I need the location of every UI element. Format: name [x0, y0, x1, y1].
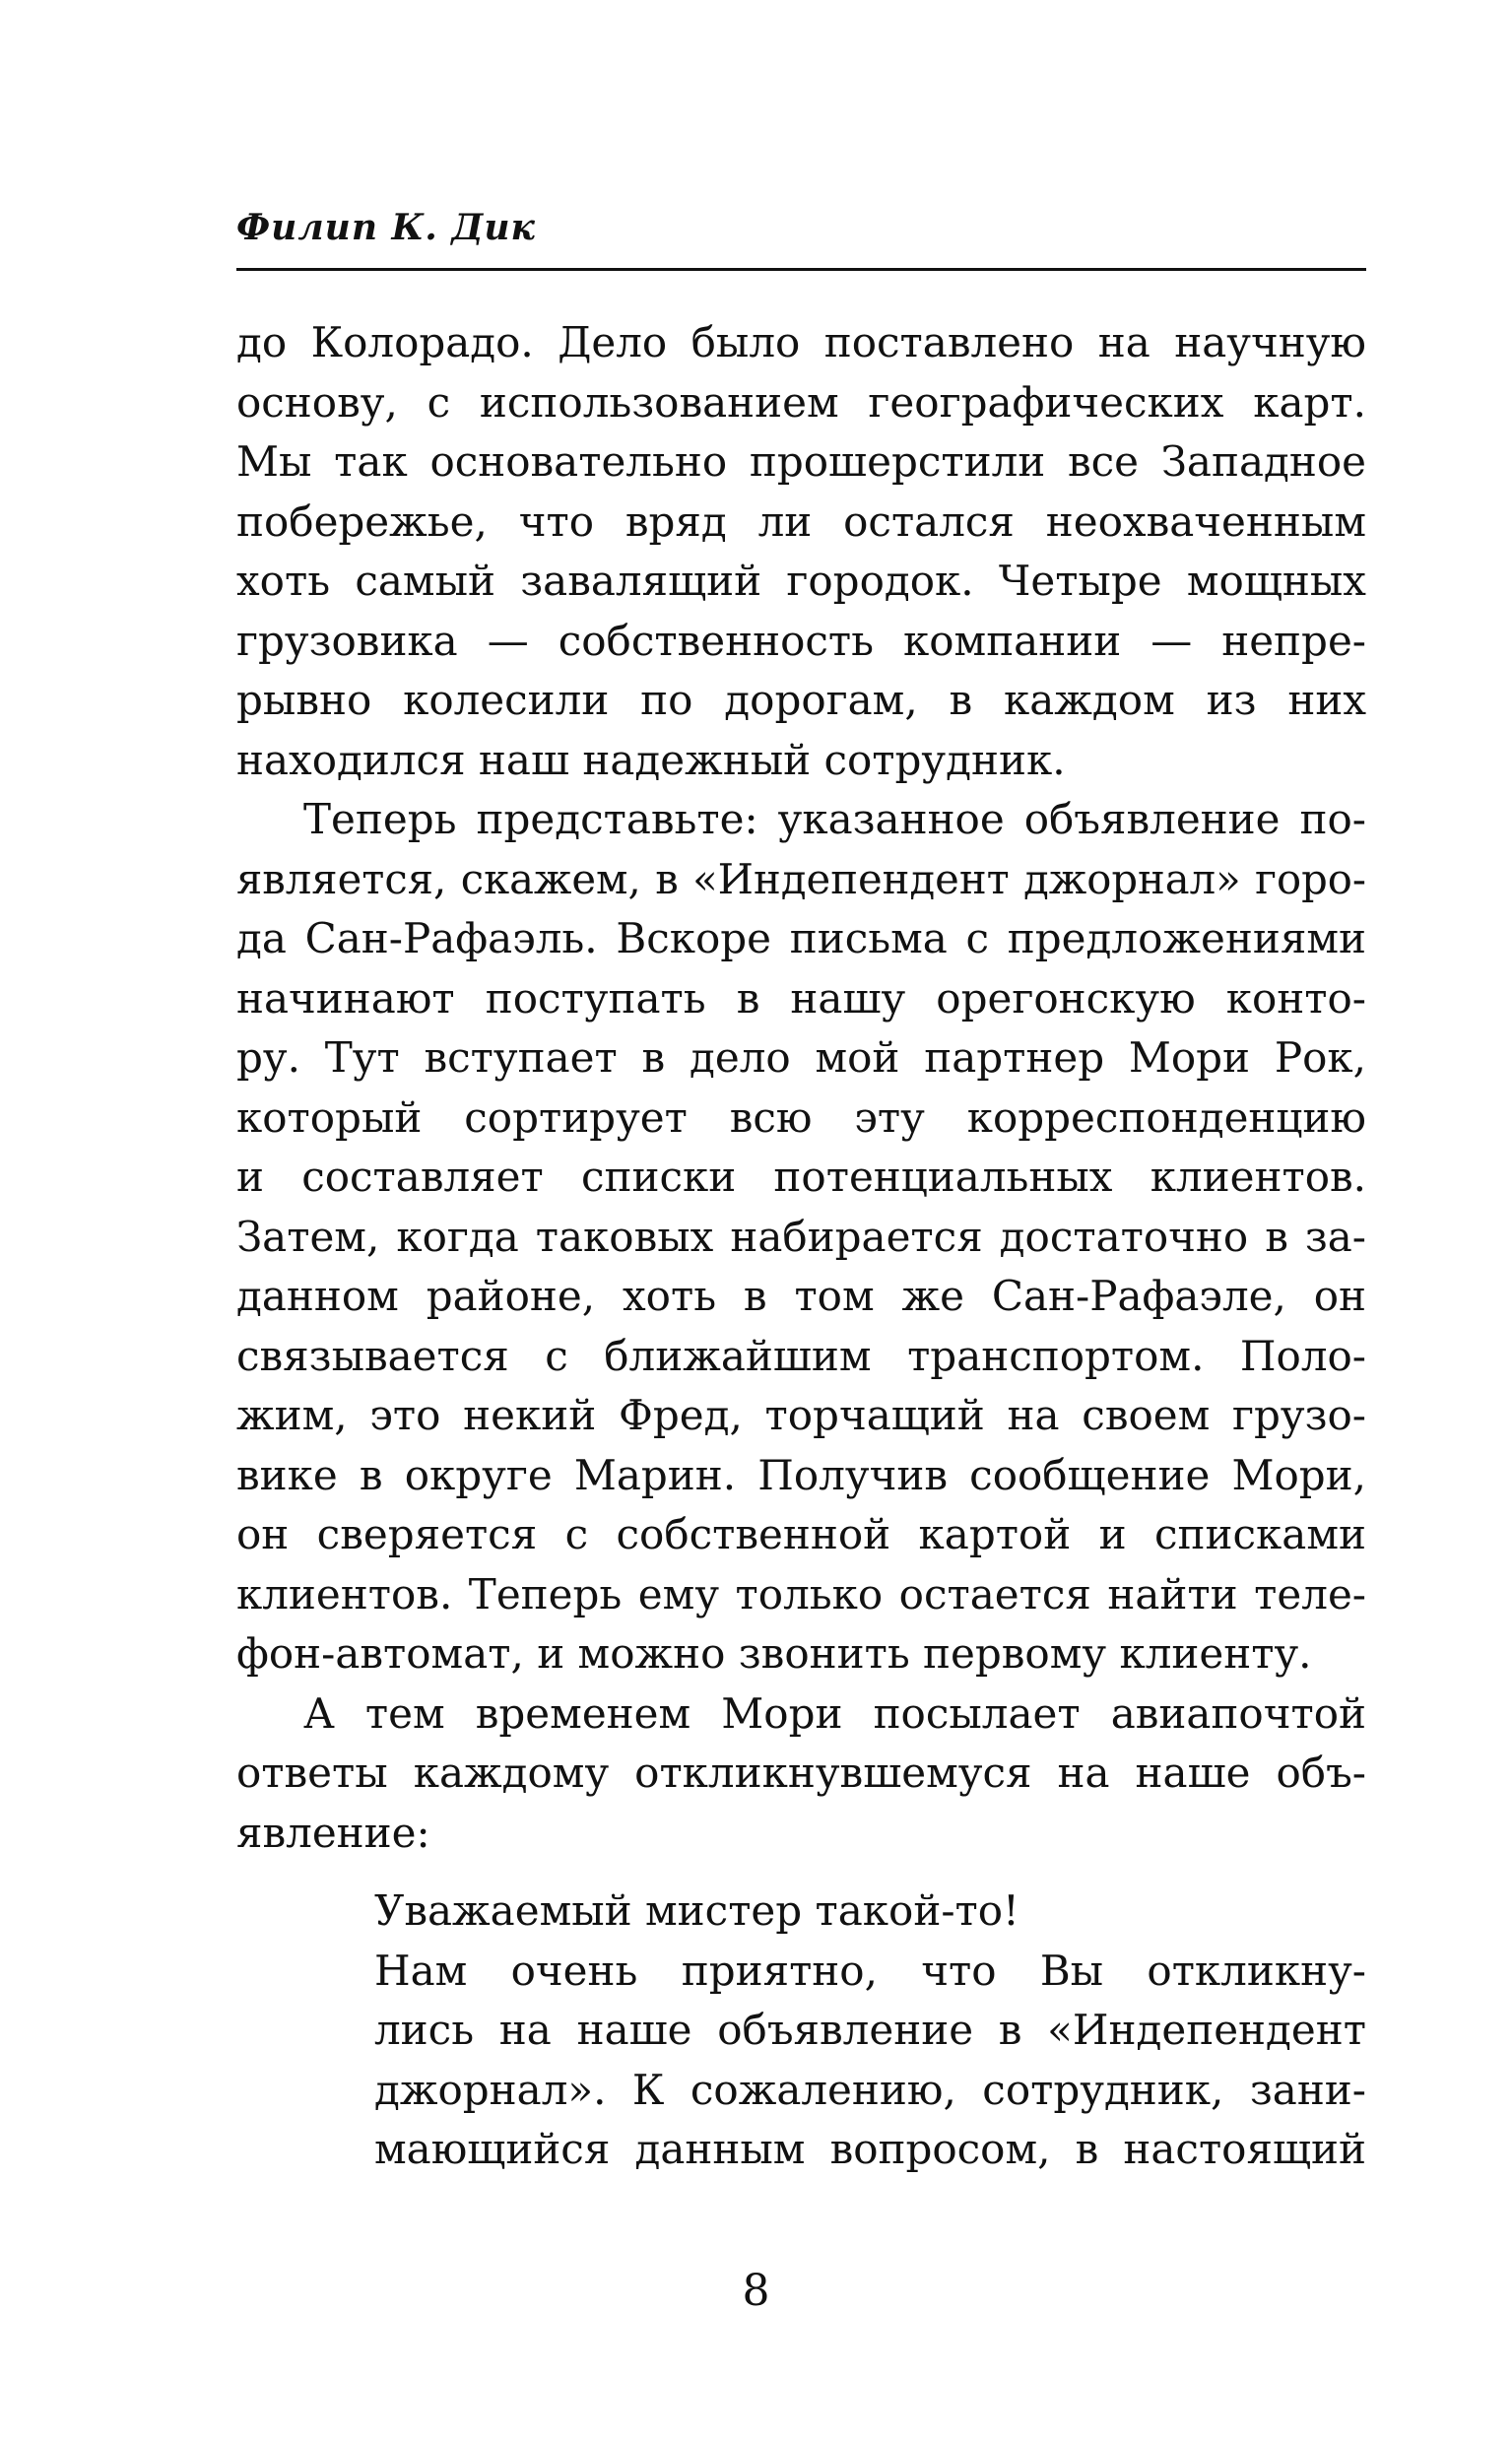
running-head: Филип К. Дик — [236, 207, 536, 248]
text-line: связывается с ближайшим транспортом. Поло- — [236, 1331, 1366, 1380]
letter-line: джорнал». К сожалению, сотрудник, зани- — [374, 2065, 1366, 2114]
text-line: побережье, что вряд ли остался неохваченным — [236, 496, 1366, 546]
text-line: находился наш надежный сотрудник. — [236, 735, 1066, 784]
text-line: клиентов. Теперь ему только остается найти теле- — [236, 1569, 1366, 1618]
text-line: фон-автомат, и можно звонить первому клиенту. — [236, 1629, 1312, 1678]
text-line: и составляет списки потенциальных клиентов. — [236, 1153, 1366, 1201]
text-line: данном районе, хоть в том же Сан-Рафаэле, он — [236, 1272, 1366, 1320]
text-line: до Колорадо. Дело было поставлено на научную — [236, 318, 1366, 366]
text-line: ответы каждому откликнувшемуся на наше объ- — [236, 1749, 1366, 1797]
text-line: ру. Тут вступает в дело мой партнер Мори Рок, — [236, 1033, 1366, 1082]
letter-salutation: Уважаемый мистер такой-то! — [374, 1886, 1019, 1935]
letter-quote — [236, 1882, 1366, 2180]
text-line: хоть самый завалящий городок. Четыре мощных — [236, 557, 1366, 605]
text-line: который сортирует всю эту корреспонденцию — [236, 1092, 1366, 1142]
text-line: является, скажем, в «Индепендент джорнал» горо- — [236, 854, 1366, 903]
body-text — [236, 313, 1366, 2180]
text-line: жим, это некий Фред, торчащий на своем грузо- — [236, 1391, 1366, 1439]
letter-line: лись на наше объявление в «Индепендент — [374, 2006, 1366, 2054]
text-line: да Сан-Рафаэль. Вскоре письма с предложениями — [236, 914, 1366, 962]
text-line: Мы так основательно прошерстили все Западное — [236, 437, 1366, 486]
letter-line: мающийся данным вопросом, в настоящий — [374, 2125, 1366, 2173]
text-line: Затем, когда таковых набирается достаточно в за- — [236, 1212, 1366, 1261]
text-line: начинают поступать в нашу орегонскую конто- — [236, 973, 1366, 1023]
page-number: 8 — [742, 2266, 770, 2316]
text-line: он сверяется с собственной картой и списками — [236, 1510, 1366, 1558]
text-line: вике в округе Марин. Получив сообщение Мори, — [236, 1450, 1366, 1499]
letter-line: Нам очень приятно, что Вы откликну- — [374, 1946, 1366, 1995]
text-line: рывно колесили по дорогам, в каждом из них — [236, 676, 1366, 724]
text-line: А тем временем Мори посылает авиапочтой — [303, 1688, 1366, 1738]
text-line: грузовика — собственность компании — непре- — [236, 616, 1366, 665]
text-line: основу, с использованием географических карт. — [236, 377, 1366, 427]
header-rule — [236, 268, 1366, 271]
text-line: явление: — [236, 1808, 430, 1857]
text-line: Теперь представьте: указанное объявление по- — [303, 795, 1366, 843]
